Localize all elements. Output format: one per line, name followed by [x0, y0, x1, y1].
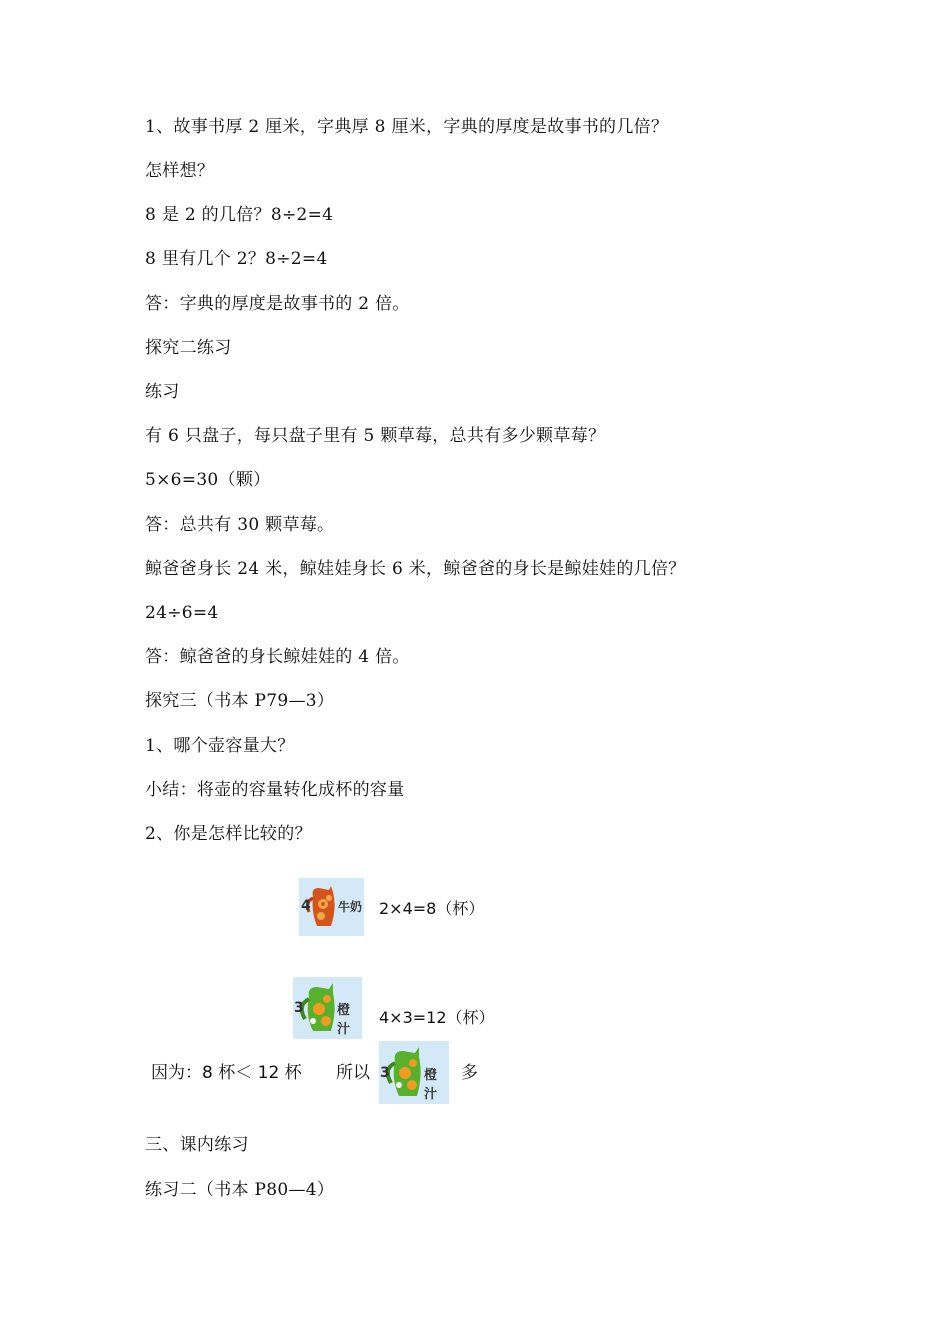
juice-label: 橙汁	[337, 1003, 351, 1037]
text-line: 5×6=30（颗）	[145, 470, 271, 490]
milk-pitcher-image	[299, 878, 364, 936]
text-line: 2、你是怎样比较的？	[145, 824, 312, 844]
text-line: 1、故事书厚 2 厘米，字典厚 8 厘米，字典的厚度是故事书的几倍？	[145, 117, 669, 137]
text-line: 练习	[145, 382, 180, 402]
text-line: 1、哪个壶容量大？	[145, 736, 295, 756]
text-line: 鲸爸爸身长 24 米，鲸娃娃身长 6 米，鲸爸爸的身长是鲸娃娃的几倍？	[145, 559, 686, 579]
text-line: 答：鲸爸爸的身长鲸娃娃的 4 倍。	[145, 647, 410, 667]
section-heading: 探究二练习	[145, 338, 232, 358]
text-line: 有 6 只盘子，每只盘子里有 5 颗草莓，总共有多少颗草莓？	[145, 426, 606, 446]
text-line: 怎样想？	[145, 161, 215, 181]
text-line: 24÷6=4	[145, 603, 219, 623]
because-text: 因为：8 杯＜ 12 杯	[151, 1063, 302, 1083]
text-line: 8 里有几个 2？8÷2=4	[145, 249, 328, 269]
juice-pitcher-image	[379, 1041, 449, 1104]
juice-pitcher-image	[293, 977, 362, 1039]
text-line: 答：总共有 30 颗草莓。	[145, 515, 335, 535]
text-line: 8 是 2 的几倍？8÷2=4	[145, 205, 334, 225]
juice-cups-number: 3	[380, 1065, 390, 1081]
juice-equation: 4×3=12（杯）	[379, 1008, 495, 1027]
text-line: 小结：将壶的容量转化成杯的容量	[145, 780, 405, 800]
text-line: 答：字典的厚度是故事书的 2 倍。	[145, 294, 410, 314]
more-text: 多	[461, 1063, 478, 1083]
milk-equation: 2×4=8（杯）	[379, 899, 485, 918]
juice-label: 橙汁	[424, 1068, 438, 1102]
juice-cups-number: 3	[294, 1000, 304, 1016]
milk-cups-number: 4	[301, 898, 311, 914]
milk-label: 牛奶	[338, 900, 363, 914]
so-text: 所以	[336, 1063, 370, 1083]
section-heading: 三、课内练习	[145, 1135, 249, 1155]
section-heading: 探究三（书本 P79—3）	[145, 691, 335, 711]
text-line: 练习二（书本 P80—4）	[145, 1180, 335, 1200]
